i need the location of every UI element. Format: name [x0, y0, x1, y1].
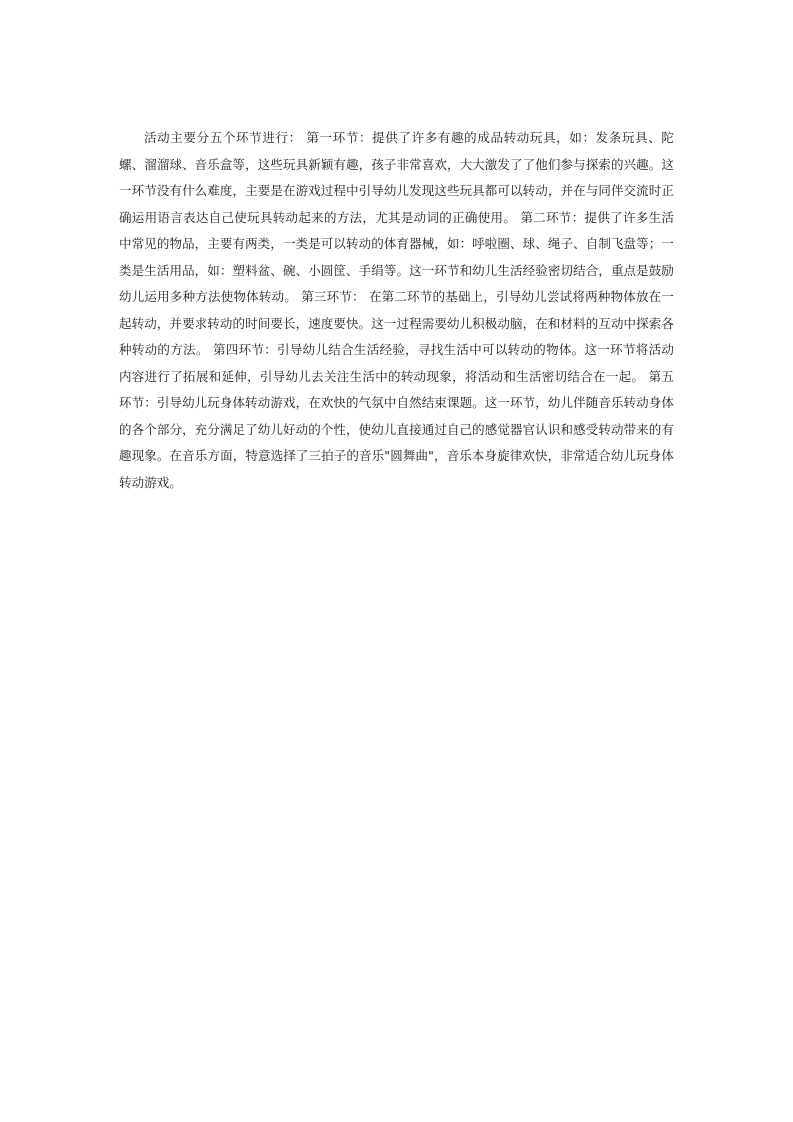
body-text-block — [119, 125, 674, 496]
body-paragraph: 活动主要分五个环节进行： 第一环节：提供了许多有趣的成品转动玩具，如：发条玩具、陀螺、溜溜球、音乐盒等，这些玩具新颖有趣，孩子非常喜欢，大大激发了了他们参与探索的兴趣。这一环节没有什么难度，主要是在游戏过程中引导幼儿发现这些玩具都可以转动，并在与同伴交流时正确运用语言表达自己使玩具转动起来的方法，尤其是动词的正确使用。 第二环节：提供了许多生活中常见的物品，主要有两类，一类是可以转动的体育器械，如：呼啦圈、球、绳子、自制飞盘等；一类是生活用品，如：塑料盆、碗、小圆筐、手绢等。这一环节和幼儿生活经验密切结合，重点是鼓励幼儿运用多种方法使物体转动。 第三环节： 在第二环节的基础上，引导幼儿尝试将两种物体放在一起转动，并要求转动的时间要长，速度要快。这一过程需要幼儿积极动脑，在和材料的互动中探索各种转动的方法。 第四环节：引导幼儿结合生活经验，寻找生活中可以转动的物体。这一环节将活动内容进行了拓展和延伸，引导幼儿去关注生活中的转动现象，将活动和生活密切结合在一起。 第五环节：引导幼儿玩身体转动游戏，在欢快的气氛中自然结束课题。这一环节，幼儿伴随音乐转动身体的各个部分，充分满足了幼儿好动的个性，使幼儿直接通过自己的感觉器官认识和感受转动带来的有趣现象。在音乐方面，特意选择了三拍子的音乐"圆舞曲"，音乐本身旋律欢快，非常适合幼儿玩身体转动游戏。 — [119, 130, 674, 490]
